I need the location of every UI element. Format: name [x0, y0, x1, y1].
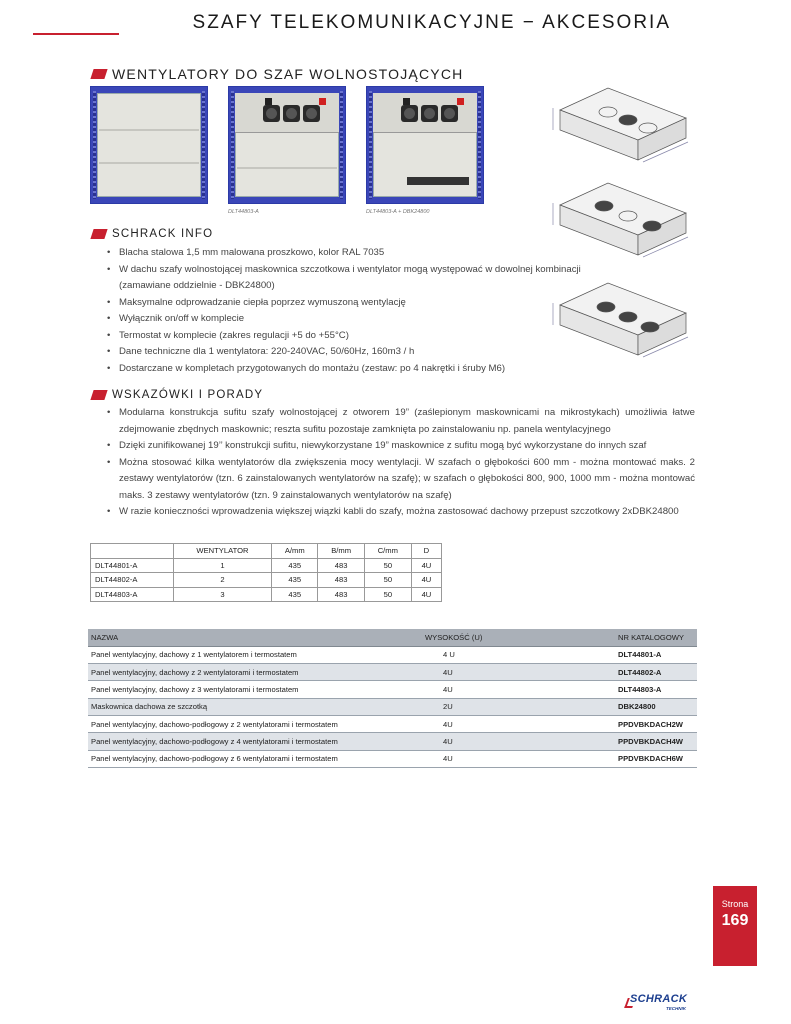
- power-switch-icon: [457, 98, 464, 105]
- list-item: • Termostat w komplecie (zakres regulacji +5 do +55°C): [105, 328, 585, 345]
- catalog-number: DLT44803-A: [615, 681, 697, 698]
- table-cell: Panel wentylacyjny, dachowo-podłogowy z 6 wentylatorami i termostatem: [88, 750, 425, 767]
- list-item: • W dachu szafy wolnostojącej maskownica szczotkowa i wentylator mogą występować w dowolnej kombinacji (zamawiane oddzielnie - DBK24800): [105, 262, 585, 295]
- header-rule: [33, 33, 119, 35]
- table-row: [88, 681, 697, 698]
- fan-icon: [263, 105, 280, 122]
- table-cell: 483: [318, 558, 364, 573]
- table-cell: DLT44802-A: [91, 573, 174, 588]
- table-cell: DLT44803-A: [91, 587, 174, 602]
- table-cell: 4U: [425, 715, 615, 732]
- table-header-cell: C/mm: [364, 544, 411, 559]
- catalog-number: PPDVBKDACH4W: [615, 733, 697, 750]
- table-header-cell: D: [411, 544, 441, 559]
- list-item: • Dzięki zunifikowanej 19’’ konstrukcji sufitu, niewykorzystane 19” maskownice z sufitu mogą być wykorzystane do innych szaf: [105, 438, 695, 455]
- drawing-one-fan: [553, 88, 688, 162]
- table-cell: 2U: [425, 698, 615, 715]
- catalog-number: DLT44801-A: [615, 646, 697, 663]
- table-header-cell: A/mm: [272, 544, 318, 559]
- table-cell: 4 U: [425, 646, 615, 663]
- table-header-cell: NAZWA: [88, 629, 425, 646]
- photo-caption: DLT44803-A + DBK24800: [366, 209, 430, 215]
- table-cell: Maskownica dachowa ze szczotką: [88, 698, 425, 715]
- list-item: • Dostarczane w kompletach przygotowanych do montażu (zestaw: po 4 nakrętki i śruby M6): [105, 361, 585, 378]
- table-cell: Panel wentylacyjny, dachowy z 3 wentylatorami i termostatem: [88, 681, 425, 698]
- tips-heading: [92, 389, 263, 401]
- product-photo-fan-unit-brush: [366, 86, 484, 204]
- table-row: [88, 733, 697, 750]
- table-row: [91, 558, 442, 573]
- section-title: WENTYLATORY DO SZAF WOLNOSTOJĄCYCH: [112, 66, 464, 82]
- section-heading: [92, 66, 463, 82]
- table-header-row: [88, 629, 697, 646]
- table-row: [88, 698, 697, 715]
- table-cell: 3: [173, 587, 271, 602]
- fan-icon: [401, 105, 418, 122]
- photo-caption: DLT44803-A: [228, 209, 259, 215]
- table-header-cell: WYSOKOŚĆ (U): [425, 629, 615, 646]
- table-cell: 483: [318, 587, 364, 602]
- catalog-number: DBK24800: [615, 698, 697, 715]
- fan-icon: [441, 105, 458, 122]
- table-header-cell: WENTYLATOR: [173, 544, 271, 559]
- table-cell: 50: [364, 573, 411, 588]
- table-row: [88, 646, 697, 663]
- fan-icon: [303, 105, 320, 122]
- table-row: [88, 715, 697, 732]
- page-title: SZAFY TELEKOMUNIKACYJNE − AKCESORIA: [192, 12, 671, 33]
- page-number-tab: [713, 886, 757, 966]
- table-header-row: [91, 544, 442, 559]
- table-row: [88, 664, 697, 681]
- table-cell: Panel wentylacyjny, dachowy z 2 wentylatorami i termostatem: [88, 664, 425, 681]
- product-photo-empty-rack: [90, 86, 208, 204]
- power-socket-icon: [403, 98, 410, 105]
- page-number: 169: [721, 912, 749, 929]
- table-cell: Panel wentylacyjny, dachowo-podłogowy z 2 wentylatorami i termostatem: [88, 715, 425, 732]
- table-cell: Panel wentylacyjny, dachowy z 1 wentylatorem i termostatem: [88, 646, 425, 663]
- info-list: [105, 245, 585, 377]
- table-cell: 435: [272, 587, 318, 602]
- logo-subtitle: TECHNIK: [666, 1006, 686, 1011]
- catalog-table: [88, 629, 697, 768]
- section-marker-icon: [90, 69, 107, 79]
- catalog-number: PPDVBKDACH6W: [615, 750, 697, 767]
- table-cell: 483: [318, 573, 364, 588]
- brush-strip: [407, 177, 469, 185]
- table-cell: 4U: [425, 750, 615, 767]
- table-header-cell: B/mm: [318, 544, 364, 559]
- catalog-number: PPDVBKDACH2W: [615, 715, 697, 732]
- table-cell: 4U: [411, 573, 441, 588]
- list-item: • Dane techniczne dla 1 wentylatora: 220-240VAC, 50/60Hz, 160m3 / h: [105, 344, 585, 361]
- fan-icon: [283, 105, 300, 122]
- table-cell: DLT44801-A: [91, 558, 174, 573]
- table-row: [91, 587, 442, 602]
- catalog-number: DLT44802-A: [615, 664, 697, 681]
- table-cell: 2: [173, 573, 271, 588]
- info-heading: [92, 228, 213, 240]
- page-label: Strona: [721, 899, 749, 909]
- tips-list: [105, 405, 695, 521]
- dimensions-table: [90, 543, 442, 602]
- table-cell: 435: [272, 573, 318, 588]
- list-item: • Modularna konstrukcja sufitu szafy wolnostojącej z otworem 19” (zaślepionym maskownicami na mikrostykach) umożliwia łatwe zdejmowanie zbędnych maskownic; reszta sufitu pozostaje zamknięta po zainstalowaniu np. panela wentylacyjnego: [105, 405, 695, 438]
- info-title: SCHRACK INFO: [112, 228, 214, 240]
- table-cell: 435: [272, 558, 318, 573]
- product-photo-fan-unit: [228, 86, 346, 204]
- list-item: • Blacha stalowa 1,5 mm malowana proszkowo, kolor RAL 7035: [105, 245, 585, 262]
- logo-wordmark: SCHRACK: [630, 993, 688, 1005]
- table-cell: 4U: [411, 587, 441, 602]
- list-item: • W razie konieczności wprowadzenia większej wiązki kabli do szafy, można zastosować dachowy przepust szczotkowy 2xDBK24800: [105, 504, 695, 521]
- power-socket-icon: [265, 98, 272, 105]
- list-item: • Wyłącznik on/off w komplecie: [105, 311, 585, 328]
- table-cell: 4U: [425, 664, 615, 681]
- table-header-cell: NR KATALOGOWY: [615, 629, 697, 646]
- schrack-logo: [626, 993, 696, 1015]
- table-cell: 4U: [411, 558, 441, 573]
- table-cell: 4U: [425, 681, 615, 698]
- table-cell: 1: [173, 558, 271, 573]
- list-item: • Maksymalne odprowadzanie ciepła poprzez wymuszoną wentylację: [105, 295, 585, 312]
- table-row: [91, 573, 442, 588]
- fan-icon: [421, 105, 438, 122]
- table-header-cell: [91, 544, 174, 559]
- tips-title: WSKAZÓWKI I PORADY: [112, 389, 264, 401]
- table-cell: 4U: [425, 733, 615, 750]
- section-marker-icon: [90, 229, 107, 239]
- section-marker-icon: [90, 390, 107, 400]
- table-row: [88, 750, 697, 767]
- list-item: • Można stosować kilka wentylatorów dla zwiększenia mocy wentylacji. W szafach o głębokości 600 mm - można montować maks. 2 zestawy wentylatorów (tzn. 6 zainstalowanych wentylatorów na szafę); w szafach o głębokości 800, 900, 1000 mm - można montować maks. 3 zestawy wentylatorów (tzn. 9 zainstalowanych wentylatorów na szafę): [105, 455, 695, 505]
- table-cell: Panel wentylacyjny, dachowo-podłogowy z 4 wentylatorami i termostatem: [88, 733, 425, 750]
- table-cell: 50: [364, 558, 411, 573]
- power-switch-icon: [319, 98, 326, 105]
- table-cell: 50: [364, 587, 411, 602]
